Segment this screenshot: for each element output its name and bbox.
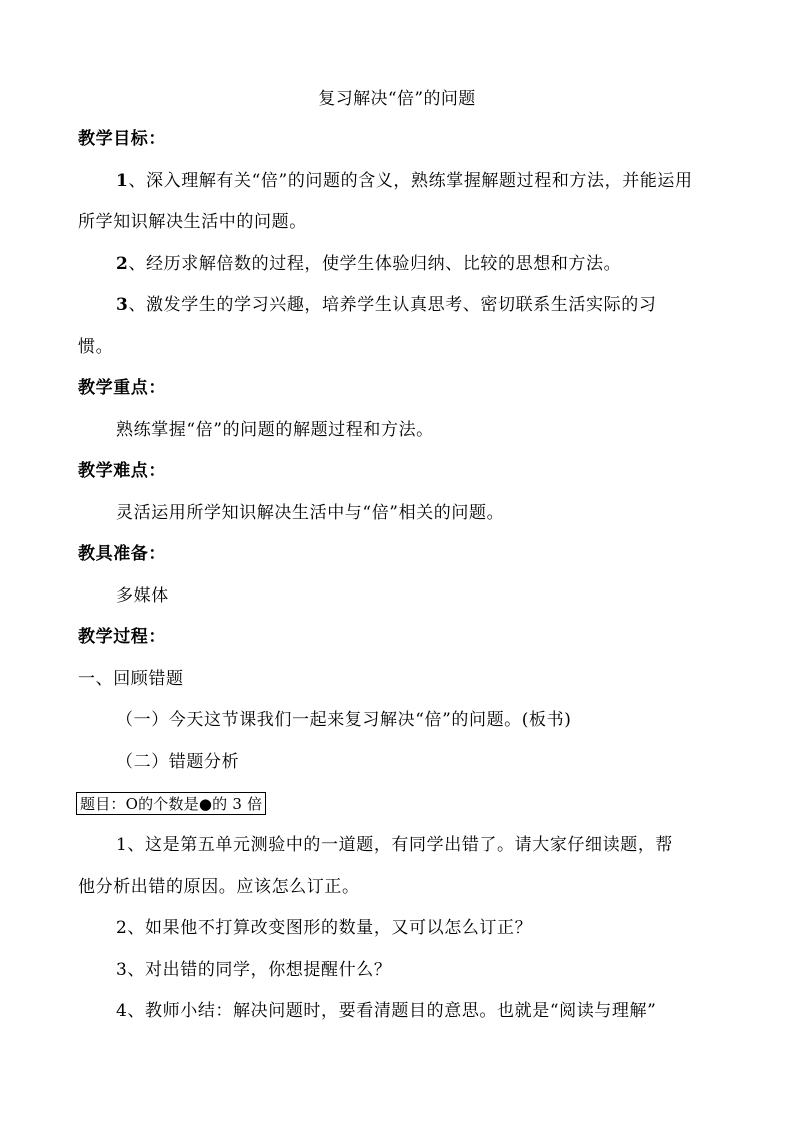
objective-item-1-line2: 所学知识解决生活中的问题。 [78,212,307,232]
process-step-4: 4、教师小结：解决问题时，要看清题目的意思。也就是“阅读与理解” [116,1001,657,1021]
process-section-1: 一、回顾错题 [78,669,184,689]
objective-item-1-number: 1 [116,171,129,191]
process-step-1-line2: 他分析出错的原因。应该怎么订正。 [78,877,360,897]
process-sub-1: （一）今天这节课我们一起来复习解决“倍”的问题。(板书) [116,710,572,730]
document-title: 复习解决“倍”的问题 [318,89,476,109]
objective-item-3-line1 [116,294,656,316]
process-step-1-line1: 1、这是第五单元测验中的一道题，有同学出错了。请大家仔细读题，帮 [116,835,674,855]
process-sub-2: （二）错题分析 [116,752,240,772]
objective-item-2 [116,253,621,275]
objective-item-3-number: 3 [116,295,129,315]
materials-heading: 教具准备： [78,544,166,564]
process-step-3: 3、对出错的同学，你想提醒什么？ [116,960,392,980]
objective-item-1-line1 [116,170,693,192]
objective-item-3-line2: 惯。 [78,337,114,357]
objective-item-2-number: 2 [116,254,129,274]
process-step-2: 2、如果他不打算改变图形的数量，又可以怎么订正？ [116,918,533,938]
key-points-heading: 教学重点： [78,378,166,398]
difficulties-heading: 教学难点： [78,461,166,481]
problem-box: 题目：O的个数是●的 3 倍 [76,792,266,815]
objective-item-3-text: 、激发学生的学习兴趣，培养学生认真思考、密切联系生活实际的习 [128,295,657,315]
materials-text: 多媒体 [116,586,169,606]
difficulties-text: 灵活运用所学知识解决生活中与“倍”相关的问题。 [116,503,505,523]
key-points-text: 熟练掌握“倍”的问题的解题过程和方法。 [116,420,434,440]
objective-item-2-text: 、经历求解倍数的过程，使学生体验归纳、比较的思想和方法。 [128,254,622,274]
objectives-heading: 教学目标： [78,129,166,149]
objective-item-1-text: 、深入理解有关“倍”的问题的含义，熟练掌握解题过程和方法，并能运用 [128,171,693,191]
process-heading: 教学过程： [78,627,166,647]
